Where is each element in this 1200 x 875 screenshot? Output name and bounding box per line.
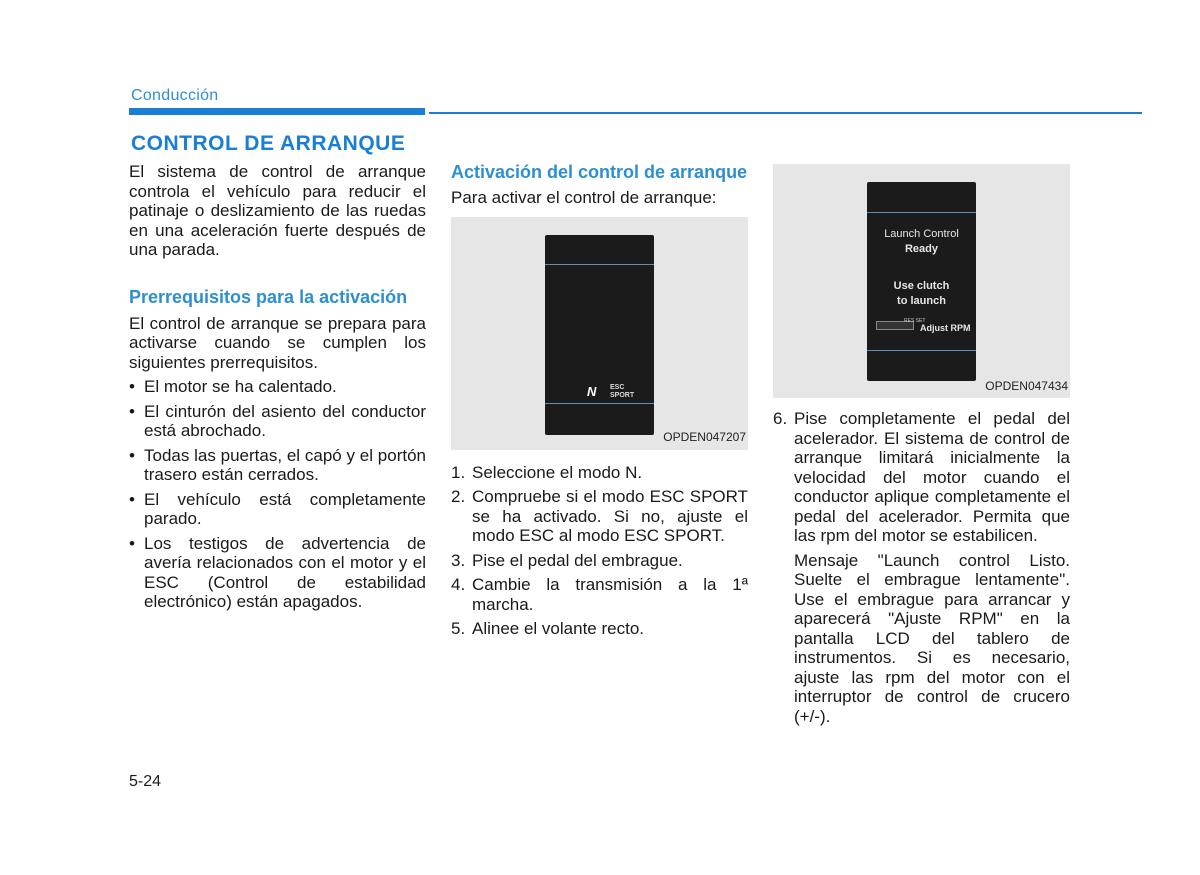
bullet-icon: • — [129, 489, 135, 509]
res-set-tag: RES SET — [904, 318, 926, 324]
lcd-divider — [545, 264, 654, 265]
lcd-divider — [867, 350, 976, 351]
activation-heading: Activación del control de arranque — [451, 162, 748, 182]
page-number: 5-24 — [129, 773, 162, 790]
column-1 — [129, 162, 426, 617]
list-item: • El vehículo está completamente parado. — [129, 489, 426, 528]
intro-paragraph: El sistema de control de arranque controla el vehículo para reducir el patinaje o deslizamiento de las ruedas en una aceleración fuerte después de una parada. — [129, 162, 426, 259]
column-3 — [773, 162, 1070, 726]
prereq-intro: El control de arranque se prepara para activarse cuando se cumplen los siguientes prerrequisitos. — [129, 313, 426, 372]
list-item: 4. Cambie la transmisión a la 1ª marcha. — [451, 575, 748, 614]
lcd-instruction: Use clutch — [893, 280, 950, 292]
list-item: 2. Compruebe si el modo ESC SPORT se ha activado. Si no, ajuste el modo ESC al modo ESC SPORT. — [451, 487, 748, 545]
launch-message: Mensaje "Launch control Listo. Suelte el embrague lentamente". Use el embrague para arrancar y aparecerá "Ajuste RPM" en la pantalla LCD del tablero de instrumentos. Si es necesario, ajuste las rpm del motor con el interruptor de control de crucero (+/-). — [794, 550, 1070, 726]
esc-sport-indicator: ESC SPORT — [610, 383, 635, 399]
page-title: CONTROL DE ARRANQUE — [131, 132, 406, 155]
figure-code: OPDEN047207 — [663, 430, 746, 444]
activation-intro: Para activar el control de arranque: — [451, 188, 717, 207]
figure-launch-control — [773, 164, 1070, 398]
lcd-title: Launch Control — [884, 228, 959, 240]
header-rule-thin — [429, 112, 1142, 114]
lcd-screen — [545, 235, 654, 435]
list-item: • Todas las puertas, el capó y el portón trasero están cerrados. — [129, 445, 426, 484]
bullet-icon: • — [129, 445, 135, 465]
figure-esc-sport — [451, 217, 748, 450]
lcd-adjust-rpm: Adjust RPM — [920, 323, 971, 333]
list-item: 3. Pise el pedal del embrague. — [451, 550, 683, 570]
bullet-icon: • — [129, 401, 135, 421]
n-mode-logo-icon: N — [587, 383, 597, 399]
section-label: Conducción — [131, 87, 219, 104]
lcd-divider — [545, 403, 654, 404]
list-item: 5. Alinee el volante recto. — [451, 619, 644, 638]
column-2 — [451, 162, 748, 644]
prereq-heading: Prerrequisitos para la activación — [129, 286, 408, 307]
list-item: • El cinturón del asiento del conductor está abrochado. — [129, 401, 426, 440]
activation-steps — [451, 463, 748, 639]
lcd-instruction: to launch — [897, 295, 946, 307]
lcd-divider — [867, 212, 976, 213]
bullet-icon: • — [129, 533, 135, 553]
header-rule-thick — [129, 108, 425, 115]
lcd-screen — [867, 182, 976, 381]
bullet-icon: • — [129, 377, 135, 396]
prereq-list — [129, 377, 426, 612]
list-item: 6. Pise completamente el pedal del acelerador. El sistema de control de arranque limitará inicialmente la velocidad del motor cuando el conductor aplique completamente el pedal del acelerador. Permita que las rpm del motor se estabilicen. — [773, 409, 1070, 545]
list-item: • Los testigos de advertencia de avería relacionados con el motor y el ESC (Control de estabilidad electrónico) están apagados. — [129, 533, 426, 611]
list-item: • El motor se ha calentado. — [129, 377, 337, 396]
figure-code: OPDEN047434 — [985, 378, 1068, 393]
activation-steps-continued — [773, 409, 1070, 546]
lcd-status: Ready — [904, 243, 939, 255]
list-item: 1. Seleccione el modo N. — [451, 462, 643, 482]
